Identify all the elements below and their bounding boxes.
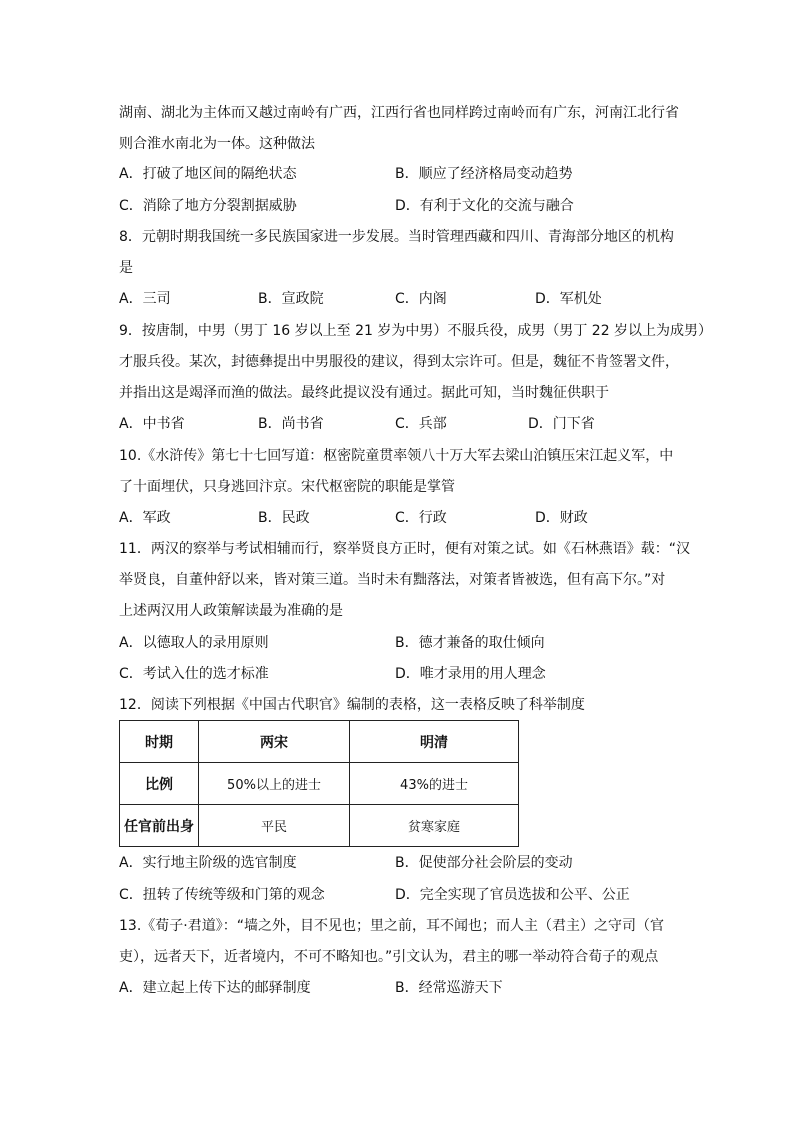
q8-option-d: D．军机处 bbox=[535, 291, 602, 307]
table-cell: 贫寒家庭 bbox=[350, 805, 519, 847]
question-13-text: 13.《荀子·君道》：“墙之外，目不见也；里之前，耳不闻也；而人主（君主）之守司（官 bbox=[119, 918, 664, 934]
q9-option-c: C．兵部 bbox=[395, 416, 447, 432]
q9-option-d: D．门下省 bbox=[528, 416, 595, 432]
q12-option-c: C．扭转了传统等级和门第的观念 bbox=[119, 887, 325, 903]
table-row bbox=[120, 763, 519, 805]
table-cell: 平民 bbox=[199, 805, 350, 847]
q11-option-b: B．德才兼备的取仕倾向 bbox=[395, 635, 545, 651]
question-9-text: 才服兵役。某次，封德彝提出中男服役的建议，得到太宗许可。但是，魏征不肯签署文件， bbox=[119, 354, 679, 370]
q11-option-a: A．以德取人的录用原则 bbox=[119, 635, 269, 651]
question-11-text: 举贤良，自董仲舒以来，皆对策三道。当时未有黜落法，对策者皆被选，但有高下尔。”对 bbox=[119, 572, 666, 588]
question-9-text: 并指出这是竭泽而渔的做法。最终此提议没有通过。据此可知，当时魏征供职于 bbox=[119, 385, 609, 401]
table-header-cell: 两宋 bbox=[199, 721, 350, 763]
question-11-text: 11．两汉的察举与考试相辅而行，察举贤良方正时，便有对策之试。如《石林燕语》载：“汉 bbox=[119, 541, 691, 557]
table-row bbox=[120, 721, 519, 763]
question-8-text: 是 bbox=[119, 260, 133, 276]
option-d: D．有利于文化的交流与融合 bbox=[395, 198, 574, 214]
option-b: B．顺应了经济格局变动趋势 bbox=[395, 166, 573, 182]
q9-option-a: A．中书省 bbox=[119, 416, 185, 432]
question-10-text: 了十面埋伏，只身逃回汴京。宋代枢密院的职能是掌管 bbox=[119, 479, 455, 495]
q10-option-b: B．民政 bbox=[258, 510, 310, 526]
table-header-cell: 明清 bbox=[350, 721, 519, 763]
q11-option-d: D．唯才录用的用人理念 bbox=[395, 666, 546, 682]
table-row-header: 比例 bbox=[120, 763, 199, 805]
q8-option-a: A．三司 bbox=[119, 291, 171, 307]
question-10-text: 10.《水浒传》第七十七回写道：枢密院童贯率领八十万大军去梁山泊镇压宋江起义军，中 bbox=[119, 448, 674, 464]
q10-option-a: A．军政 bbox=[119, 510, 171, 526]
q11-option-c: C．考试入仕的选才标准 bbox=[119, 666, 269, 682]
question-8-text: 8．元朝时期我国统一多民族国家进一步发展。当时管理西藏和四川、青海部分地区的机构 bbox=[119, 229, 674, 245]
question-text: 则合淮水南北为一体。这种做法 bbox=[119, 136, 315, 152]
question-11-text: 上述两汉用人政策解读最为准确的是 bbox=[119, 603, 343, 619]
option-c: C．消除了地方分裂割据威胁 bbox=[119, 198, 297, 214]
table-row bbox=[120, 805, 519, 847]
q8-option-b: B．宣政院 bbox=[258, 291, 324, 307]
question-12-text: 12．阅读下列根据《中国古代职官》编制的表格，这一表格反映了科举制度 bbox=[119, 697, 585, 713]
q12-option-d: D．完全实现了官员选拔和公平、公正 bbox=[395, 887, 630, 903]
question-9-text: 9．按唐制，中男（男丁 16 岁以上至 21 岁为中男）不服兵役，成男（男丁 22 岁以上为成男） bbox=[119, 323, 713, 339]
q10-option-c: C．行政 bbox=[395, 510, 447, 526]
table-cell: 43%的进士 bbox=[350, 763, 519, 805]
q9-option-b: B．尚书省 bbox=[258, 416, 324, 432]
table-row-header: 任官前出身 bbox=[120, 805, 199, 847]
q8-option-c: C．内阁 bbox=[395, 291, 447, 307]
question-13-text: 吏），远者天下，近者境内，不可不略知也。”引文认为，君主的哪一举动符合荀子的观点 bbox=[119, 949, 659, 965]
question-text: 湖南、湖北为主体而又越过南岭有广西，江西行省也同样跨过南岭而有广东，河南江北行省 bbox=[119, 105, 679, 121]
table-cell: 50%以上的进士 bbox=[199, 763, 350, 805]
data-table bbox=[119, 720, 519, 847]
q12-option-b: B．促使部分社会阶层的变动 bbox=[395, 855, 573, 871]
q13-option-b: B．经常巡游天下 bbox=[395, 980, 503, 996]
table-header-cell: 时期 bbox=[120, 721, 199, 763]
option-a: A．打破了地区间的隔绝状态 bbox=[119, 166, 297, 182]
q12-option-a: A．实行地主阶级的选官制度 bbox=[119, 855, 297, 871]
q13-option-a: A．建立起上传下达的邮驿制度 bbox=[119, 980, 311, 996]
q10-option-d: D．财政 bbox=[535, 510, 588, 526]
